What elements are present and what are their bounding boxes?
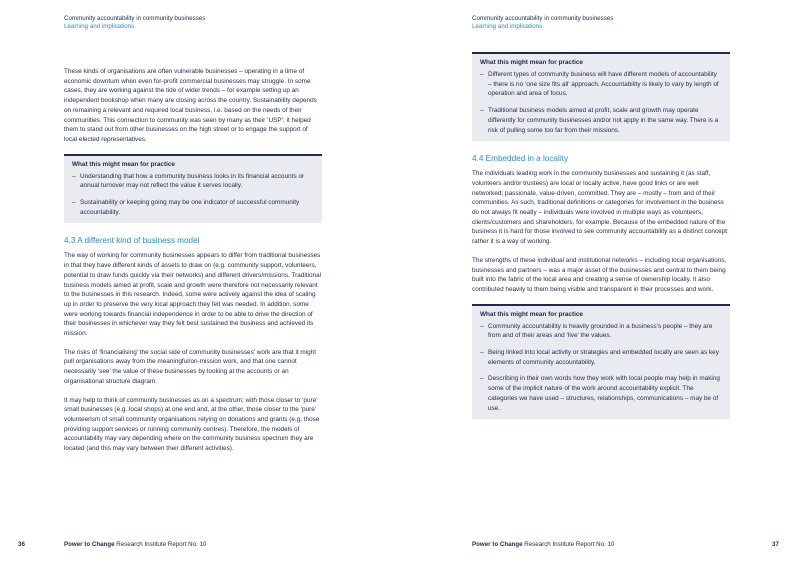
body-paragraph: The way of working for community businesses appears to differ from traditional businesses in that they have different kinds of assets to draw on (e.g. community support, volunteers, potential to draw funds quickly via their networks) and different drivers/missions. Traditional business models aimed at profit, scale and growth were therefore not necessarily relevant to the businesses in this research. Indeed, some were actively against the idea of scaling up in order to preserve the very local approach they felt was needed. In addition, some were working towards financial independence in order to be able to drive the direction of their businesses in whichever way they felt best sustained the business and achieved its mission. [64,252,322,338]
footer-report [472,541,614,549]
body-paragraph: The strengths of these individual and institutional networks – including local organisations, businesses and partners – was a major asset of the businesses and central to them being built into the fabric of the local area and creating a sense of ownership locally. It also contributed heavily to them being visible and transparent in their processes and work. [472,256,727,293]
right-page-content [472,52,730,431]
running-head-section: Learning and implications [472,23,543,30]
practice-item: – Sustainability or keeping going may be one indicator of successful community accountability. [72,198,314,217]
page-number: 37 [772,541,779,548]
running-head [64,15,205,31]
running-head [472,15,613,31]
body-paragraph: The risks of ‘financialising’ the social side of community businesses’ work are that it might pull organisations away from the meaningful/on-mission work, and that one cannot necessarily ‘see’ the value of these businesses by looking at the accounts or an organisational structure diagram. [64,348,317,385]
practice-list [480,322,722,414]
footer-brand: Power to Change [64,541,115,548]
practice-box-title: What this might mean for practice [480,59,583,66]
practice-list [480,70,722,135]
practice-item: – Being linked into local activity or strategies and embedded locally are seen as key elements of community accountability. [480,348,722,367]
footer-report-title: Research Institute Report No. 10 [522,541,615,548]
practice-box [472,52,730,141]
practice-item: – Different types of community business will have different models of accountability – there is no ‘one size fits all’ approach. Accountability is likely to vary by length of operation and area of focus. [480,70,722,99]
footer-report [64,541,206,549]
running-head-title: Community accountability in community businesses [472,15,614,22]
practice-item: – Community accountability is heavily grounded in a business’s people – they are from and of their areas and ‘live’ the values. [480,322,722,341]
left-page-content [64,67,322,463]
body-paragraph: The individuals leading work in the community businesses and sustaining it (as staff, volunteers and/or trustees) are local or locally active, have good links or are well networked; passionate, value-driven, committed. They are – mostly – from and of their communities. As such, traditional definitions or categories for involvement in the business do not always fit neatly – individuals were involved in multiple ways as volunteers, clients/customers and shareholders, for example. Because of the embedded nature of the business it is hard for those involved to see community accountability as a distinct concept: rather it is a way of working. [472,170,729,246]
section-heading: 4.3 A different kind of business model [64,236,200,246]
footer-report-title: Research Institute Report No. 10 [114,541,207,548]
practice-item: – Traditional business models aimed at profit, scale and growth may operate differently for community businesses and/or not apply in the same way. There is a risk of pulling some too far from their missions. [480,106,722,135]
practice-box [472,304,730,420]
practice-box-title: What this might mean for practice [72,160,175,168]
running-head-section: Learning and implications [64,23,135,30]
practice-box-title: What this might mean for practice [480,310,583,318]
practice-item: – Understanding that how a community business looks in its financial accounts or annual turnover may not reflect the value it serves locally. [72,172,314,191]
running-head-title: Community accountability in community businesses [64,15,206,22]
right-page [400,0,800,566]
practice-item: – Describing in their own words how they work with local people may help in making some of the implicit nature of the work around accountability explicit. The categories we have used – structures, relationships, communications – may be of use. [480,374,722,413]
practice-list [72,172,314,218]
practice-box [64,154,322,224]
footer-brand: Power to Change [472,541,523,548]
intro-paragraph: These kinds of organisations are often vulnerable businesses – operating in a time of economic downturn when even for-profit commercial businesses may struggle. In some cases, they are working against the tide of wider trends – for example setting up an independent bookshop when many are closing across the country. Sustainability depends on remaining a relevant and required local business, i.e. based on the needs of their communities. This connection to community was seen by many as their ‘USP’; it helped them to stand out from other businesses on the high street or to engage the support of local elected representatives. [64,68,317,143]
section-heading: 4.4 Embedded in a locality [472,154,569,164]
body-paragraph: It may help to think of community businesses as on a spectrum; with those closer to ‘pure’ small businesses (e.g. local shops) at one end and, at the other, those closer to the ‘pure’ volunteerism of small community organisations relying on donations and grants (e.g. those providing support services or running community centres). Therefore, the models of accountability may vary depending where on the community business spectrum they are located (and this may vary between their different activities). [64,396,320,453]
page-number: 36 [18,541,25,548]
